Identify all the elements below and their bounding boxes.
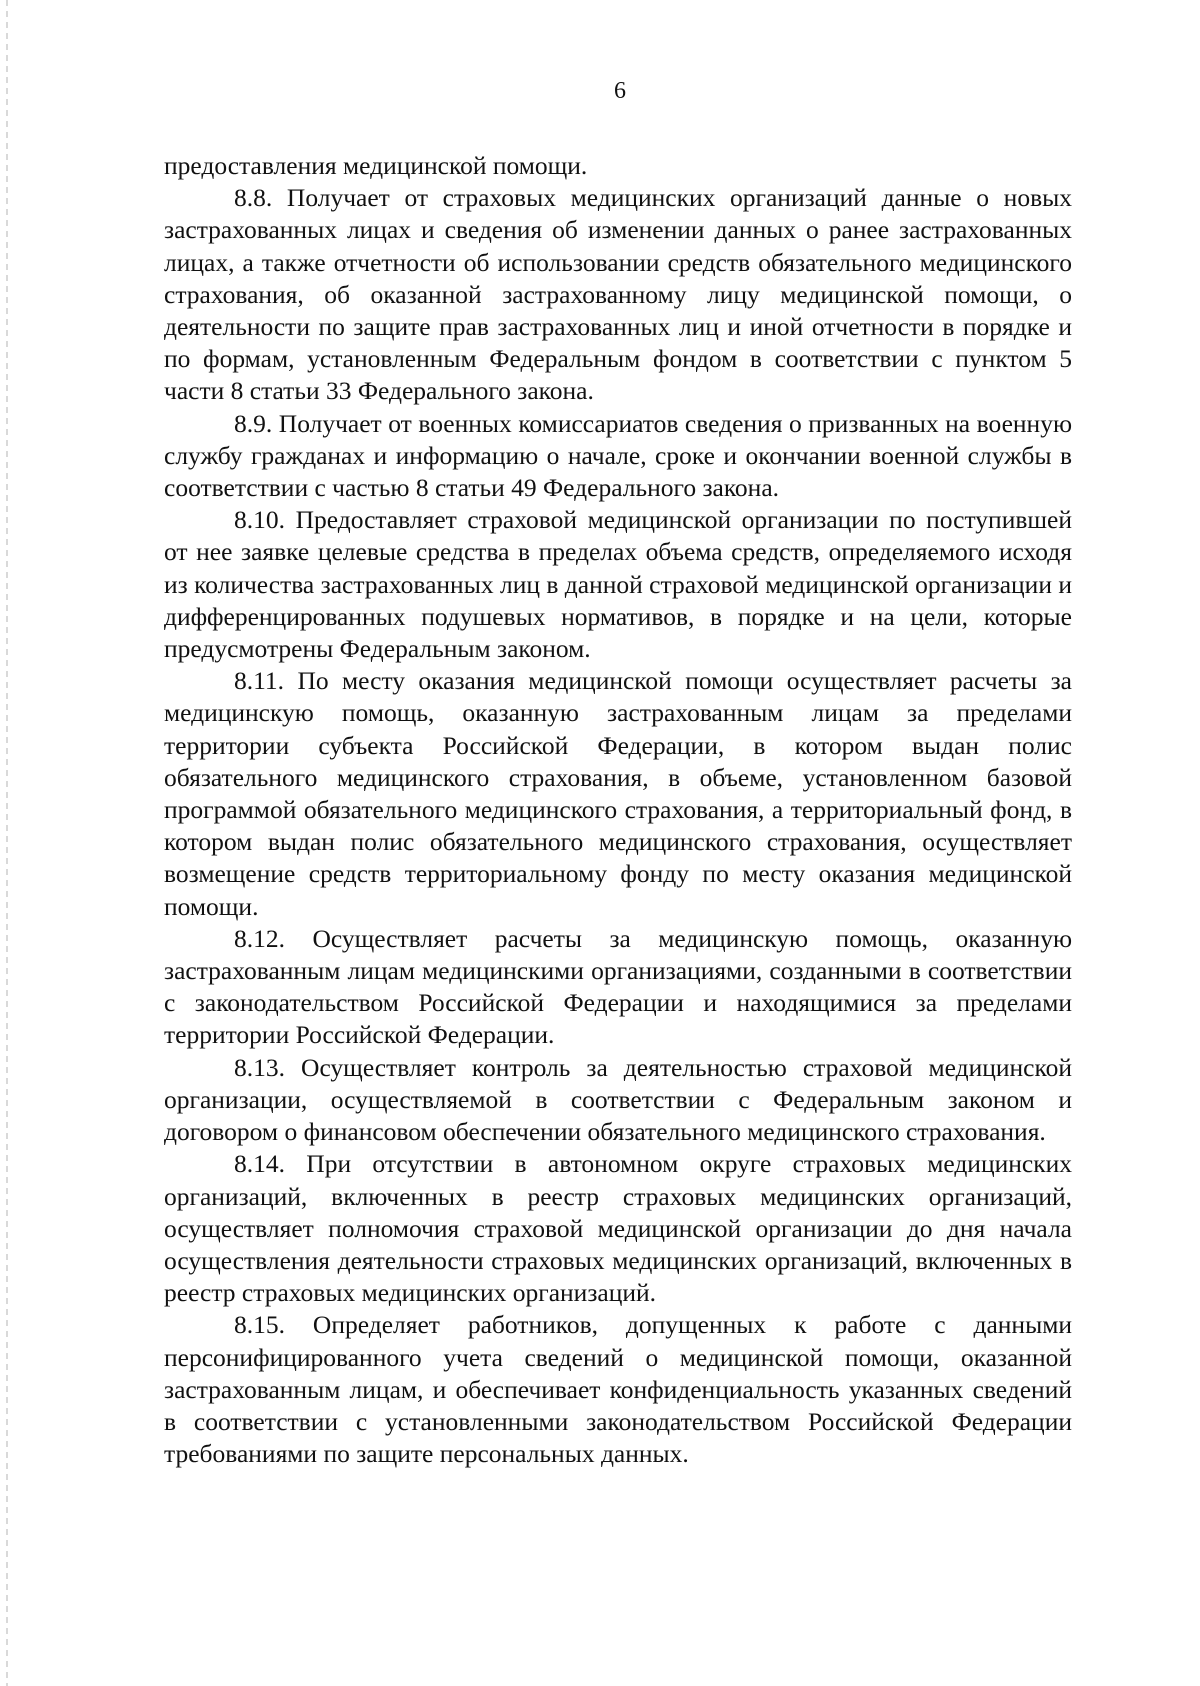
document-body <box>164 150 1072 1470</box>
paragraph-8-13: 8.13. Осуществляет контроль за деятельностью страховой медицинской организации, осуществляемой в соответствии с Федеральным законом и договором о финансовом обеспечении обязательного медицинского страхования. <box>164 1052 1072 1147</box>
paragraph-8-8: 8.8. Получает от страховых медицинских организаций данные о новых застрахованных лицах и сведения об изменении данных о ранее застрахованных лицах, а также отчетности об использовании средств обязательного медицинского страхования, об оказанной застрахованному лицу медицинской помощи, о деятельности по защите прав застрахованных лиц и иной отчетности в порядке и по формам, установленным Федеральным фондом в соответствии с пунктом 5 части 8 статьи 33 Федерального закона. <box>164 183 1072 406</box>
paragraph-8-10: 8.10. Предоставляет страховой медицинской организации по поступившей от нее заявке целевые средства в пределах объема средств, определяемого исходя из количества застрахованных лиц в данной страховой медицинской организации и дифференцированных подушевых нормативов, в порядке и на цели, которые предусмотрены Федеральным законом. <box>164 505 1072 664</box>
scan-edge-artifact <box>6 0 8 1686</box>
paragraph-8-15: 8.15. Определяет работников, допущенных к работе с данными персонифицированного учета сведений о медицинской помощи, оказанной застрахованным лицам, и обеспечивает конфиденциальность указанных сведений в соответствии с установленными законодательством Российской Федерации требованиями по защите персональных данных. <box>164 1310 1072 1469</box>
paragraph-8-9: 8.9. Получает от военных комиссариатов сведения о призванных на военную службу гражданах и информацию о начале, сроке и окончании военной службы в соответствии с частью 8 статьи 49 Федерального закона. <box>164 408 1072 503</box>
paragraph-8-14: 8.14. При отсутствии в автономном округе страховых медицинских организаций, включенных в реестр страховых медицинских организаций, осуществляет полномочия страховой медицинской организации до дня начала осуществления деятельности страховых медицинских организаций, включенных в реестр страховых медицинских организаций. <box>164 1149 1072 1308</box>
page-number: 6 <box>614 78 626 104</box>
paragraph-8-11: 8.11. По месту оказания медицинской помощи осуществляет расчеты за медицинскую помощь, оказанную застрахованным лицам за пределами территории субъекта Российской Федерации, в котором выдан полис обязательного медицинского страхования, в объеме, установленном базовой программой обязательного медицинского страхования, а территориальный фонд, в котором выдан полис обязательного медицинского страхования, осуществляет возмещение средств территориальному фонду по месту оказания медицинской помощи. <box>164 666 1072 921</box>
paragraph-8-12: 8.12. Осуществляет расчеты за медицинскую помощь, оказанную застрахованным лицам медицинскими организациями, созданными в соответствии с законодательством Российской Федерации и находящимися за пределами территории Российской Федерации. <box>164 923 1072 1050</box>
paragraph-continuation: предоставления медицинской помощи. <box>164 151 588 180</box>
